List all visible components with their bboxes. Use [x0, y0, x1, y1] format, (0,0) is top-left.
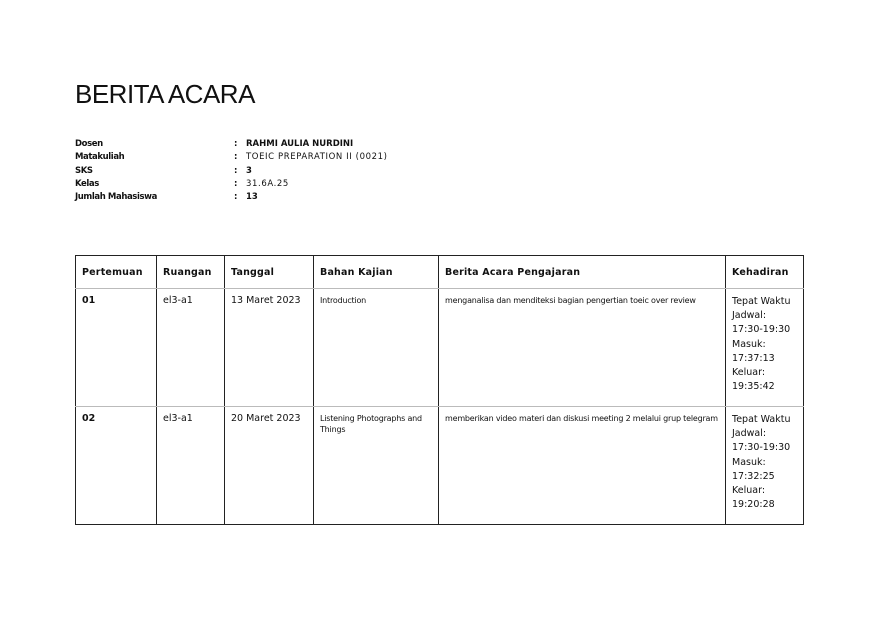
- cell-tanggal: 13 Maret 2023: [225, 289, 314, 407]
- attendance-keluar: 19:20:28: [732, 499, 775, 511]
- table-row: [76, 289, 804, 407]
- info-value-matakuliah: TOEIC PREPARATION II (0021): [246, 152, 388, 163]
- info-colon: :: [234, 139, 238, 149]
- info-row-jumlah-mahasiswa: [75, 191, 388, 204]
- attendance-keluar-label: Keluar:: [732, 485, 766, 497]
- attendance-keluar: 19:35:42: [732, 381, 775, 393]
- header-kehadiran: Kehadiran: [726, 256, 804, 289]
- info-label: Dosen: [75, 139, 103, 149]
- attendance-jadwal-label: Jadwal:: [732, 310, 767, 322]
- attendance-masuk: 17:37:13: [732, 352, 775, 364]
- table-row: [76, 407, 804, 525]
- info-row-dosen: [75, 138, 388, 151]
- header-ruangan: Ruangan: [157, 256, 225, 289]
- header-pertemuan: Pertemuan: [76, 256, 157, 289]
- info-label: Jumlah Mahasiswa: [75, 192, 157, 203]
- cell-berita-acara: menganalisa dan menditeksi bagian pengertian toeic over review: [439, 289, 726, 407]
- cell-bahan-kajian: Introduction: [314, 289, 439, 407]
- cell-tanggal: 20 Maret 2023: [225, 407, 314, 525]
- info-value-jumlah-mahasiswa: 13: [246, 192, 258, 203]
- document-title: BERITA ACARA: [75, 79, 255, 109]
- info-value-sks: 3: [246, 165, 252, 176]
- info-label: SKS: [75, 165, 93, 176]
- attendance-masuk-label: Masuk:: [732, 456, 766, 468]
- attendance-status: Tepat Waktu: [732, 296, 791, 307]
- attendance-table: [75, 255, 804, 525]
- cell-ruangan: el3-a1: [157, 289, 225, 407]
- cell-pertemuan: 02: [76, 407, 157, 525]
- info-colon: :: [234, 192, 238, 203]
- info-colon: :: [234, 152, 238, 163]
- info-colon: :: [234, 178, 238, 189]
- cell-ruangan: el3-a1: [157, 407, 225, 525]
- cell-pertemuan: 01: [76, 289, 157, 407]
- info-row-kelas: [75, 178, 388, 191]
- course-info: [75, 138, 388, 204]
- cell-kehadiran: [726, 289, 804, 407]
- attendance-jadwal-label: Jadwal:: [732, 428, 767, 440]
- attendance-masuk: 17:32:25: [732, 470, 775, 482]
- info-value-dosen: RAHMI AULIA NURDINI: [246, 139, 354, 149]
- attendance-keluar-label: Keluar:: [732, 367, 766, 379]
- cell-bahan-kajian: Listening Photographs and Things: [314, 407, 439, 525]
- cell-berita-acara: memberikan video materi dan diskusi meeting 2 melalui grup telegram: [439, 407, 726, 525]
- info-colon: :: [234, 165, 238, 176]
- attendance-status: Tepat Waktu: [732, 414, 791, 425]
- info-label: Matakuliah: [75, 152, 125, 163]
- table-header-row: [76, 256, 804, 289]
- attendance-jadwal: 17:30-19:30: [732, 442, 791, 454]
- attendance-jadwal: 17:30-19:30: [732, 324, 791, 336]
- attendance-masuk-label: Masuk:: [732, 338, 766, 350]
- header-tanggal: Tanggal: [225, 256, 314, 289]
- info-row-matakuliah: [75, 151, 388, 164]
- cell-kehadiran: [726, 407, 804, 525]
- info-row-sks: [75, 165, 388, 178]
- info-value-kelas: 31.6A.25: [246, 178, 289, 189]
- header-berita-acara: Berita Acara Pengajaran: [439, 256, 726, 289]
- info-label: Kelas: [75, 178, 99, 189]
- header-bahan-kajian: Bahan Kajian: [314, 256, 439, 289]
